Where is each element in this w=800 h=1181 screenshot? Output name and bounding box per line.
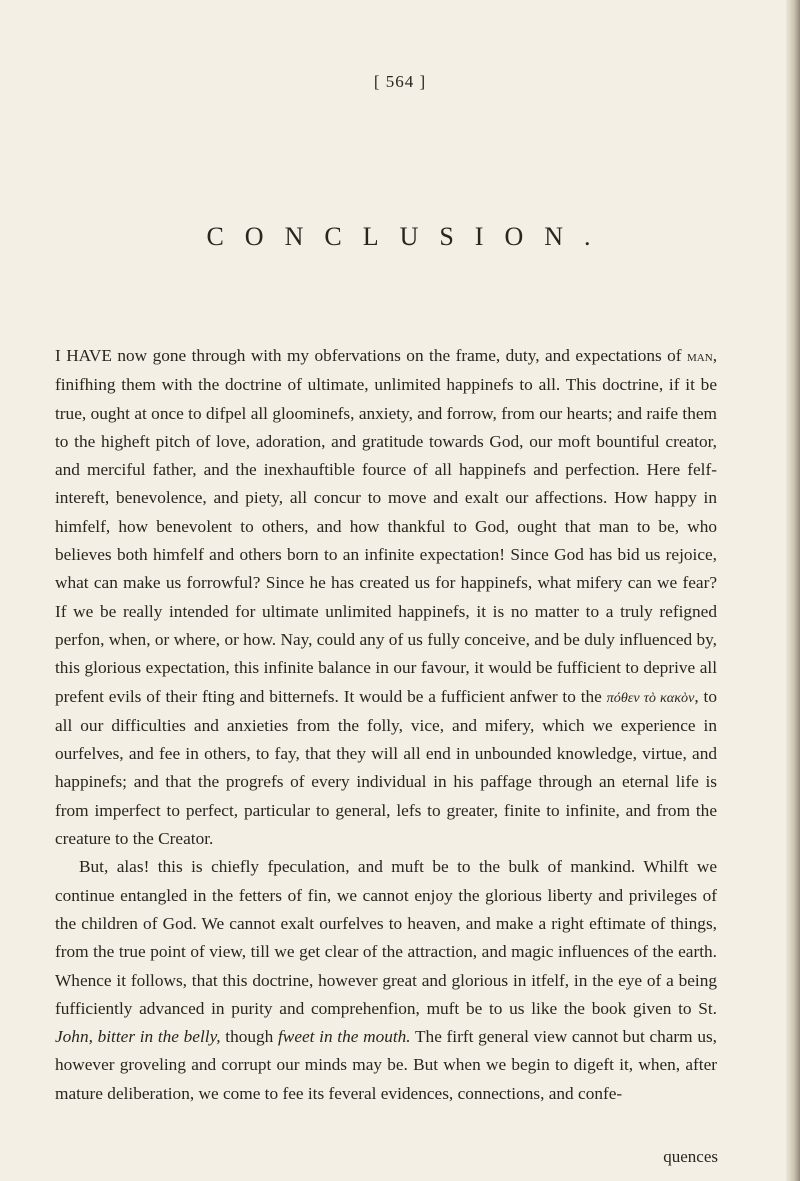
paragraph-2-text-c: The firft general view cannot but charm us, however groveling and corrupt our minds may be. But when we begin to digeft it, when, after mature deliberation, we come to fee its feveral evidences, connections, and confe- (55, 1027, 718, 1103)
paragraph-1-text-c: , to all our difficulties and anxieties from the folly, vice, and mifery, which we experience in ourfelves, and fee in others, to fay, that they will all end in unbounded knowledge, virtue, and happinefs; and that the progrefs of every individual in his paffage through an eternal life is from imperfect to perfect, particular to general, lefs to greater, finite to infinite, and from the creature to the Creator. (55, 686, 717, 849)
paragraph-1 (55, 342, 717, 853)
page-number: [ 564 ] (373, 72, 427, 91)
small-caps-word: man (687, 348, 713, 365)
paragraph-1-text-a: now gone through with my obfervations on the frame, duty, and expectations of (111, 346, 688, 365)
greek-phrase: πόθεν τὸ κακὸν (606, 689, 695, 706)
catchword: quences (663, 1147, 718, 1166)
page-edge (786, 0, 800, 1181)
body-text (55, 342, 717, 1108)
paragraph-2 (55, 853, 717, 1108)
chapter-title: CONCLUSION. (206, 222, 612, 251)
italic-phrase-2: fweet in the mouth. (278, 1027, 411, 1047)
opening-words: I HAVE (55, 346, 112, 365)
paragraph-2-text-b: though (220, 1027, 278, 1047)
paragraph-1-text-b: , finifhing them with the doctrine of ultimate, unlimited happinefs to all. This doctrine, if it be true, ought at once to difpel all gloominefs, anxiety, and forrow, from our hearts; and raife them to the higheft pitch of love, adoration, and gratitude towards God, our moft bountiful creator, and merciful father, and the inexhauftible fource of all happinefs and perfection. Here felf-intereft, benevolence, and piety, all concur to move and exalt our affections. How happy in himfelf, how benevolent to others, and how thankful to God, ought that man to be, who believes both himfelf and others born to an infinite expectation! Since God has bid us rejoice, what can make us forrowful? Since he has created us for happinefs, what mifery can we fear? If we be really intended for ultimate unlimited happinefs, it is no matter to a truly refigned perfon, when, or where, or how. Nay, could any of us fully conceive, and be duly influenced by, this glorious expectation, this infinite balance in our favour, it would be fufficient to deprive all prefent evils of their fting and bitternefs. It would be a fufficient anfwer to the (55, 346, 718, 706)
italic-phrase-1: John, bitter in the belly, (55, 1027, 221, 1047)
paragraph-2-text-a: But, alas! this is chiefly fpeculation, and muft be to the bulk of mankind. Whilft we continue entangled in the fetters of fin, we cannot enjoy the glorious liberty and privileges of the children of God. We cannot exalt ourfelves to heaven, and make a right eftimate of things, from the true point of view, till we get clear of the attraction, and magic influences of the earth. Whence it follows, that this doctrine, however great and glorious in itfelf, in the eye of a being fufficiently advanced in purity and comprehenfion, muft be to us like the book given to St. (55, 857, 717, 1018)
